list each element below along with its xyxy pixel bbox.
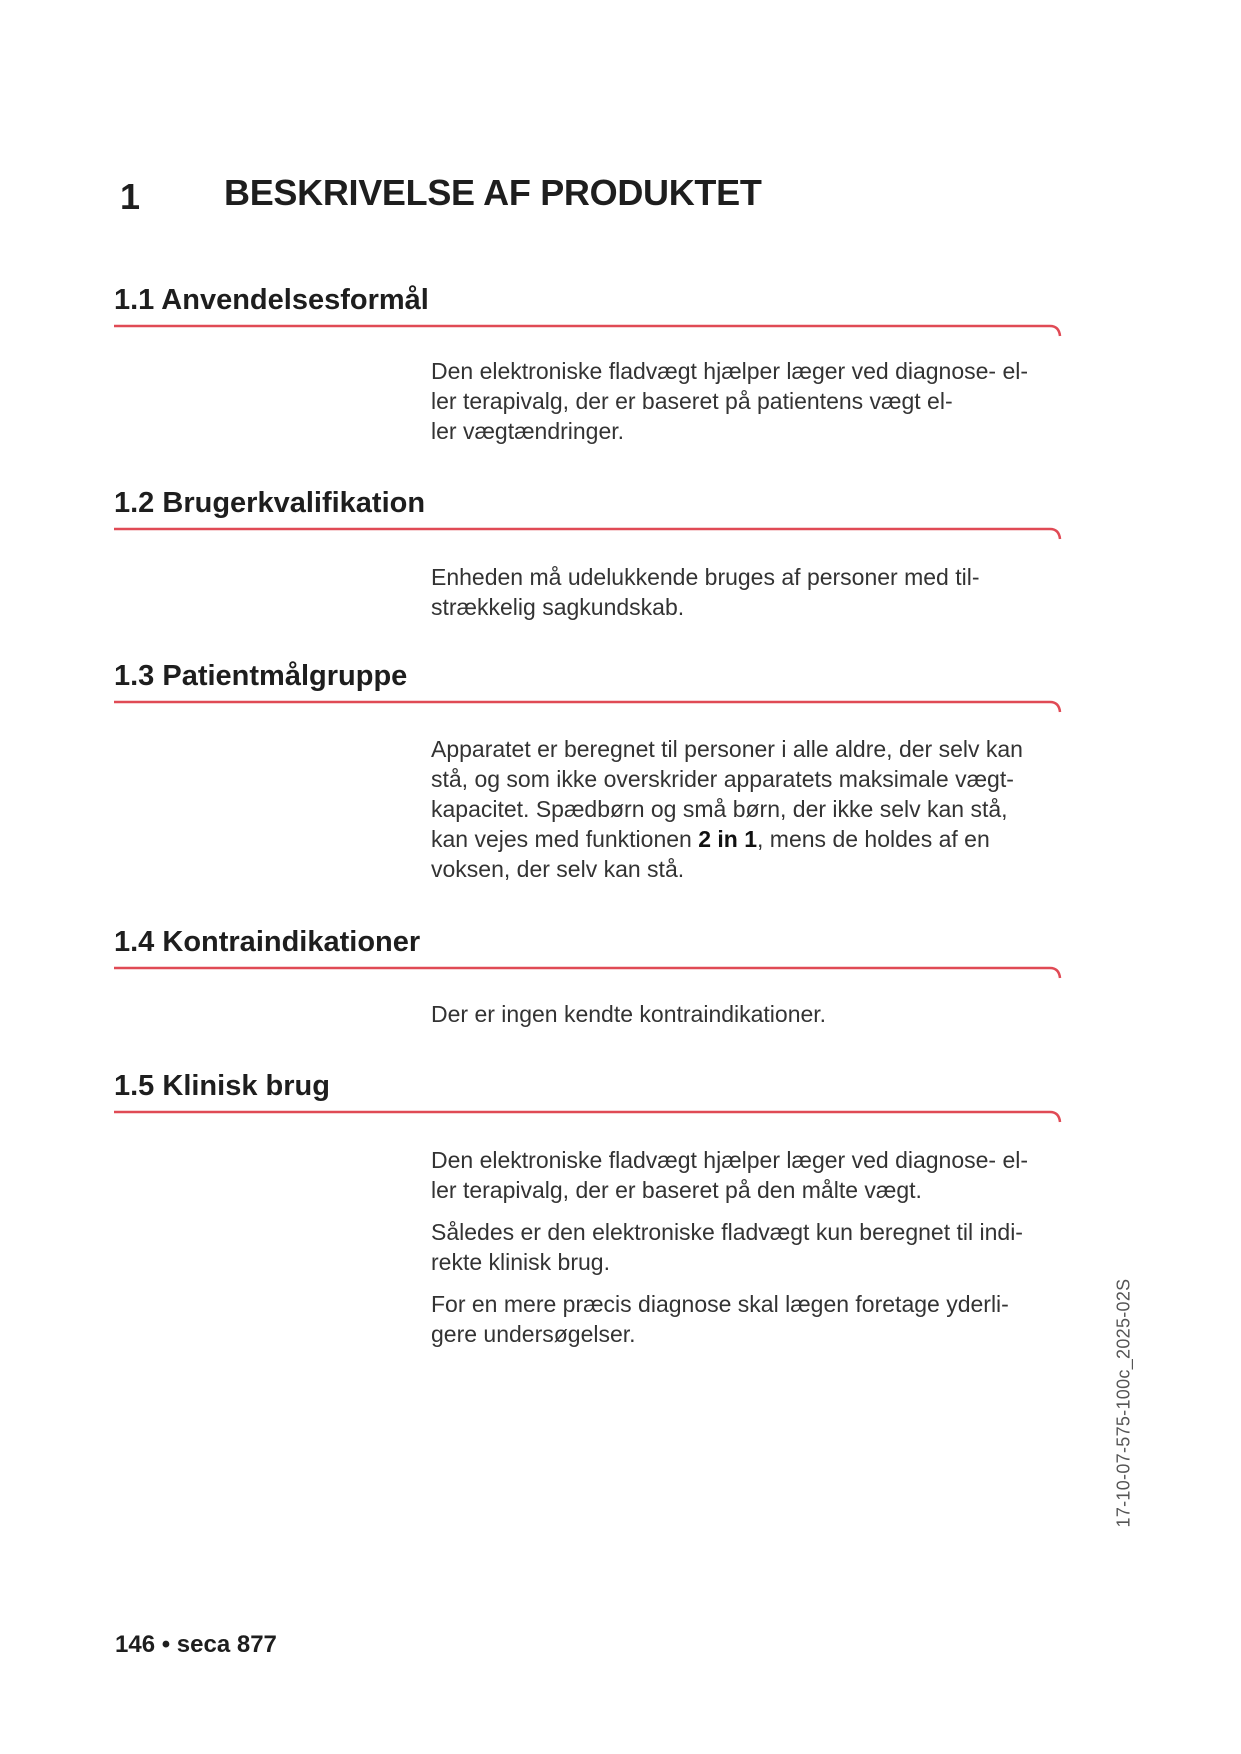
section-title: 1.3 Patientmålgruppe <box>114 660 408 692</box>
section-divider-rule <box>114 965 1064 979</box>
body-text-before: Apparatet er beregnet til personer i alle aldre, der selv kan stå, og som ikke overskrider apparatets maksimale vægt- kapacitet. Spædbørn og små børn, der ikke selv kan stå, kan vejes med funktionen <box>431 736 1023 852</box>
section-title: 1.4 Kontraindikationer <box>114 926 421 958</box>
body-paragraph: Enheden må udelukkende bruges af personer med til- strækkelig sagkundskab. <box>431 564 980 620</box>
section-divider-rule <box>114 699 1064 713</box>
section-heading <box>114 660 1064 708</box>
section-body <box>431 562 1071 634</box>
section-heading <box>114 487 1064 535</box>
section-body <box>431 999 1071 1041</box>
body-paragraph <box>431 734 1071 884</box>
section-body <box>431 734 1071 896</box>
section-heading <box>114 284 1064 332</box>
section-title: 1.2 Brugerkvalifikation <box>114 487 426 519</box>
body-paragraph: For en mere præcis diagnose skal lægen foretage yderli- gere undersøgelser. <box>431 1291 1009 1347</box>
section-title: 1.1 Anvendelsesformål <box>114 284 429 316</box>
body-paragraph: Der er ingen kendte kontraindikationer. <box>431 1001 827 1027</box>
section-heading <box>114 1070 1064 1118</box>
body-paragraph: Således er den elektroniske fladvægt kun beregnet til indi- rekte klinisk brug. <box>431 1219 1023 1275</box>
chapter-title: BESKRIVELSE AF PRODUKTET <box>224 172 762 213</box>
section-body <box>431 356 1071 458</box>
function-name-bold: 2 in 1 <box>698 826 758 852</box>
body-text-after: , mens de holdes af en voksen, der selv kan stå. <box>431 826 990 882</box>
section-divider-rule <box>114 323 1064 337</box>
page-number-label: 146 • seca 877 <box>115 1631 277 1658</box>
document-code-text: 17-10-07-575-100c_2025-02S <box>1113 1278 1134 1528</box>
section-body <box>431 1145 1071 1361</box>
body-paragraph: Den elektroniske fladvægt hjælper læger ved diagnose- el- ler terapivalg, der er baseret på den målte vægt. <box>431 1147 1029 1203</box>
section-title: 1.5 Klinisk brug <box>114 1070 330 1102</box>
section-divider-rule <box>114 1109 1064 1123</box>
chapter-heading <box>0 172 1241 226</box>
section-heading <box>114 926 1064 974</box>
body-paragraph: Den elektroniske fladvægt hjælper læger ved diagnose- el- ler terapivalg, der er baseret på patientens vægt el- ler vægtændringer. <box>431 358 1029 444</box>
page-footer <box>115 1631 277 1659</box>
chapter-number: 1 <box>120 176 141 217</box>
section-divider-rule <box>114 526 1064 540</box>
